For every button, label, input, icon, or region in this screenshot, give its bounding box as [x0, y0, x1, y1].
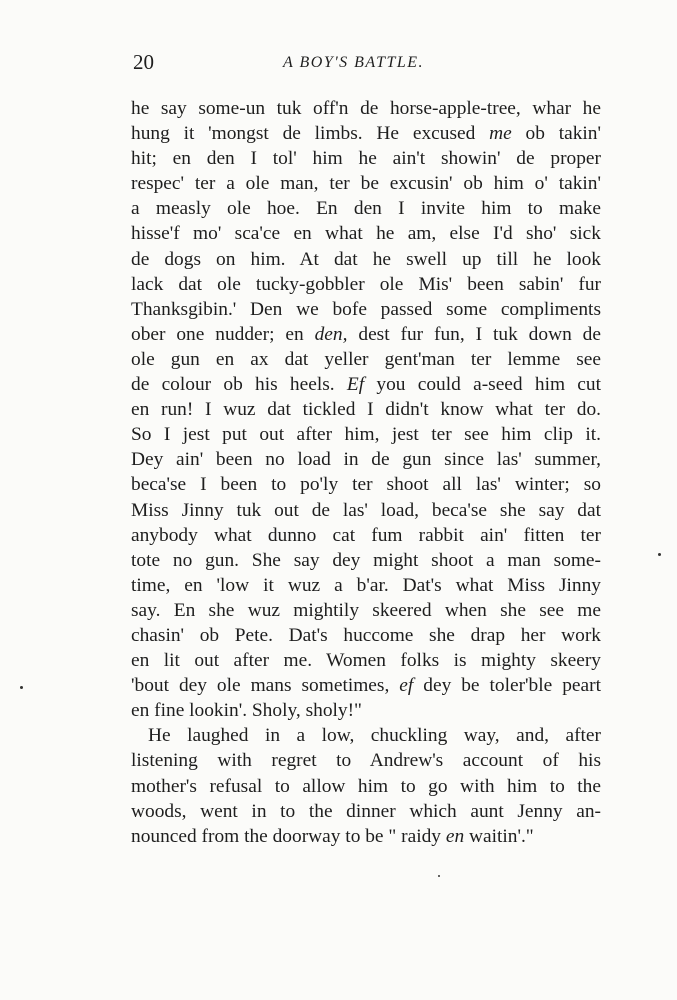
text-line [131, 447, 601, 472]
text-run: en lit out after me. Women folks is mighty skeery [131, 650, 601, 672]
italic-text: Ef [346, 374, 365, 396]
paragraph-2 [131, 723, 601, 848]
text-run: chasin' ob Pete. Dat's huccome she drap her work [131, 624, 601, 646]
page-header [133, 50, 601, 78]
italic-text: me [489, 123, 512, 145]
text-line [131, 498, 601, 523]
text-run: lack dat ole tucky-gobbler ole Mis' been sabin' fur [131, 273, 601, 295]
text-run: 'bout dey ole mans sometimes, [131, 675, 400, 697]
text-line [131, 748, 601, 773]
text-line [131, 523, 601, 548]
text-run: He laughed in a low, chuckling way, and, after [148, 725, 601, 747]
text-run: respec' ter a ole man, ter be excusin' ob him o' takin' [131, 173, 601, 195]
text-run: en fine lookin'. Sholy, sholy!" [131, 700, 362, 722]
text-run: mother's refusal to allow him to go with him to the [131, 775, 601, 797]
text-run: woods, went in to the dinner which aunt Jenny an- [131, 800, 601, 822]
text-run: Thanksgibin.' Den we bofe passed some compliments [131, 298, 601, 320]
text-run: hisse'f mo' sca'ce en what he am, else I'd sho' sick [131, 223, 601, 245]
text-line [131, 297, 601, 322]
text-line [131, 171, 601, 196]
text-line [131, 472, 601, 497]
text-line [131, 196, 601, 221]
text-line [131, 824, 601, 849]
text-line [131, 548, 601, 573]
text-run: anybody what dunno cat fum rabbit ain' fitten ter [131, 524, 601, 546]
text-run: dey be toler'ble peart [413, 675, 601, 697]
text-run: hit; en den I tol' him he ain't showin' de proper [131, 148, 601, 170]
text-line [131, 221, 601, 246]
italic-text: en [445, 825, 465, 847]
page-number: 20 [133, 50, 154, 74]
italic-text: den, [314, 323, 348, 345]
running-title: A BOY'S BATTLE. [283, 54, 425, 71]
text-line [131, 372, 601, 397]
text-run: So I jest put out after him, jest ter see him clip it. [131, 424, 601, 446]
text-run: ob takin' [511, 123, 601, 145]
body-text [131, 96, 601, 849]
text-line [131, 723, 601, 748]
text-line [131, 96, 601, 121]
text-line [131, 322, 601, 347]
text-line [131, 272, 601, 297]
italic-text: ef [399, 675, 414, 697]
text-run: time, en 'low it wuz a b'ar. Dat's what Miss Jinny [131, 574, 601, 596]
text-line [131, 347, 601, 372]
text-run: Miss Jinny tuk out de las' load, beca'se she say dat [131, 499, 601, 521]
text-run: ole gun en ax dat yeller gent'man ter lemme see [131, 348, 601, 370]
text-run: de colour ob his heels. [131, 374, 347, 396]
text-run: nounced from the doorway to be " raidy [131, 825, 446, 847]
text-run: say. En she wuz mightily skeered when she see me [131, 599, 601, 621]
text-run: you could a-seed him cut [364, 374, 601, 396]
text-run: de dogs on him. At dat he swell up till he look [131, 248, 601, 270]
text-run: hung it 'mongst de limbs. He excused [131, 123, 490, 145]
text-line [131, 397, 601, 422]
text-line [131, 121, 601, 146]
text-line [131, 698, 601, 723]
text-line [131, 146, 601, 171]
scan-speck [438, 875, 440, 877]
text-line [131, 422, 601, 447]
text-line [131, 799, 601, 824]
scan-speck [20, 686, 23, 689]
text-run: listening with regret to Andrew's account of his [131, 750, 601, 772]
text-line [131, 573, 601, 598]
text-line [131, 598, 601, 623]
text-line [131, 648, 601, 673]
text-run: Dey ain' been no load in de gun since las' summer, [131, 449, 601, 471]
text-run: en run! I wuz dat tickled I didn't know what ter do. [131, 399, 601, 421]
paragraph-1 [131, 96, 601, 723]
text-run: ober one nudder; en [131, 323, 315, 345]
text-run: a measly ole hoe. En den I invite him to make [131, 198, 601, 220]
text-line [131, 774, 601, 799]
text-run: tote no gun. She say dey might shoot a man some- [131, 549, 601, 571]
text-run: he say some-un tuk off'n de horse-apple-tree, whar he [131, 98, 601, 119]
text-run: dest fur fun, I tuk down de [347, 323, 601, 345]
text-line [131, 673, 601, 698]
text-run: beca'se I been to po'ly ter shoot all las' winter; so [131, 474, 601, 496]
scan-speck [658, 553, 661, 556]
text-line [131, 623, 601, 648]
text-line [131, 247, 601, 272]
text-run: waitin'." [464, 825, 534, 847]
